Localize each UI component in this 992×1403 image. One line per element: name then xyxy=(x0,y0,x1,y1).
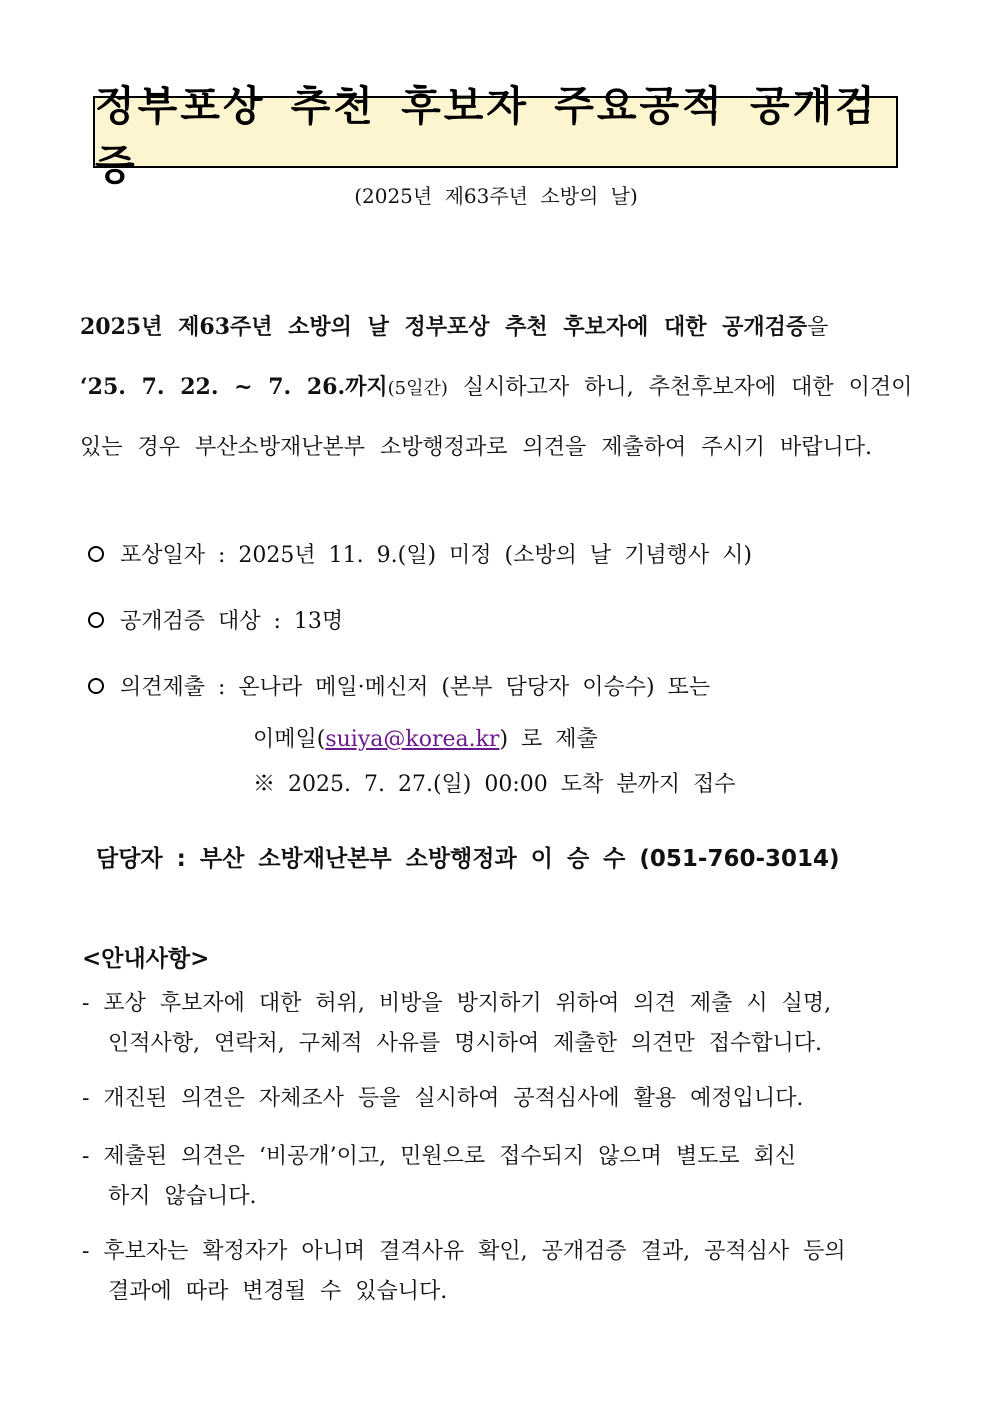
notice-3-line-1: - 제출된 의견은 ‘비공개’이고, 민원으로 접수되지 않으며 별도로 회신 xyxy=(82,1144,797,1169)
email-link[interactable]: suiya@korea.kr xyxy=(325,727,500,752)
title-box xyxy=(93,82,898,189)
intro-line-1 xyxy=(80,310,920,341)
circle-bullet-icon xyxy=(88,678,104,694)
contact-info: 담당자 : 부산 소방재난본부 소방행정과 이 승 수 (051-760-3014) xyxy=(96,846,840,872)
intro-line-2-small: (5일간) xyxy=(387,378,448,399)
email-prefix: 이메일( xyxy=(253,727,326,752)
item-deadline: ※ 2025. 7. 27.(일) 00:00 도착 분까지 접수 xyxy=(253,772,736,797)
award-date-text: 포상일자 : 2025년 11. 9.(일) 미정 (소방의 날 기념행사 시) xyxy=(120,543,752,568)
intro-line-1-bold: 2025년 제63주년 소방의 날 정부포상 추천 후보자에 대한 공개검증 xyxy=(80,314,808,340)
submit-text: 의견제출 : 온나라 메일·메신저 (본부 담당자 이승수) 또는 xyxy=(120,675,711,700)
intro-line-1-rest: 을 xyxy=(807,315,829,340)
intro-line-2-bold: ‘25. 7. 22. ~ 7. 26.까지 xyxy=(80,374,388,400)
item-email-line xyxy=(253,722,598,753)
circle-bullet-icon xyxy=(88,612,104,628)
circle-bullet-icon xyxy=(88,546,104,562)
item-award-date xyxy=(88,538,752,569)
notice-title: <안내사항> xyxy=(82,945,210,972)
item-target xyxy=(88,604,343,635)
intro-line-3: 있는 경우 부산소방재난본부 소방행정과로 의견을 제출하여 주시기 바랍니다. xyxy=(80,435,873,460)
intro-line-2 xyxy=(80,370,920,401)
notice-3-line-2: 하지 않습니다. xyxy=(108,1184,257,1209)
page-subtitle: (2025년 제63주년 소방의 날) xyxy=(354,184,638,208)
target-text: 공개검증 대상 : 13명 xyxy=(120,609,344,634)
intro-line-2-rest: 실시하고자 하니, 추천후보자에 대한 이견이 xyxy=(447,375,913,400)
item-submit xyxy=(88,670,710,701)
notice-2-line-1: - 개진된 의견은 자체조사 등을 실시하여 공적심사에 활용 예정입니다. xyxy=(82,1086,804,1111)
page-title: 정부포상 추천 후보자 주요공적 공개검증 xyxy=(95,82,878,189)
notice-4-line-2: 결과에 따라 변경될 수 있습니다. xyxy=(108,1279,448,1304)
notice-1-line-1: - 포상 후보자에 대한 허위, 비방을 방지하기 위하여 의견 제출 시 실명, xyxy=(82,991,832,1016)
notice-4-line-1: - 후보자는 확정자가 아니며 결격사유 확인, 공개검증 결과, 공적심사 등의 xyxy=(82,1239,846,1264)
notice-1-line-2: 인적사항, 연락처, 구체적 사유를 명시하여 제출한 의견만 접수합니다. xyxy=(108,1031,822,1056)
email-suffix: ) 로 제출 xyxy=(499,727,598,752)
